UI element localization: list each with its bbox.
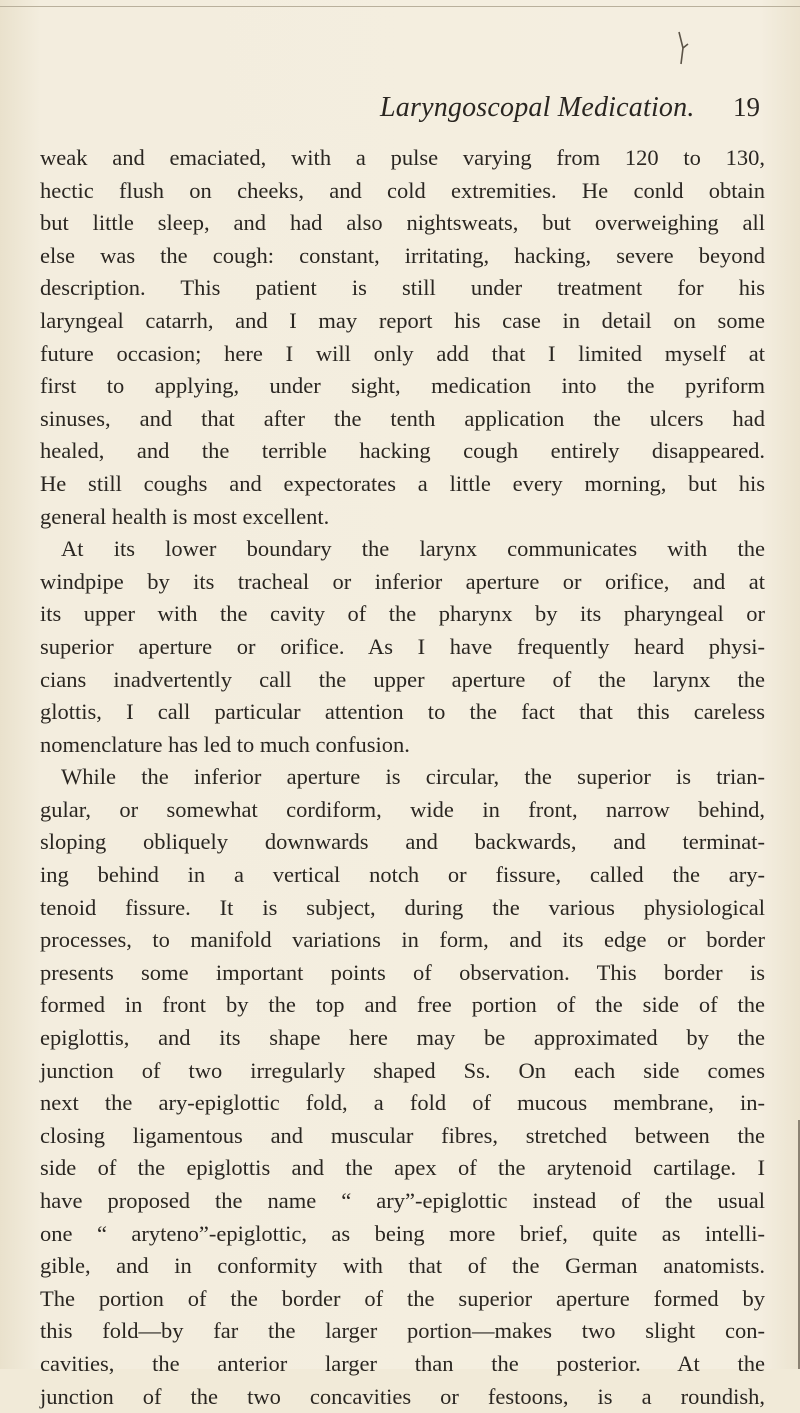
text-line: hectic flush on cheeks, and cold extremities. He conld obtain	[40, 177, 765, 203]
text-line: epiglottis, and its shape here may be approximated by the	[40, 1025, 765, 1051]
text-line: junction of the two concavities or festoons, is a roundish,	[40, 1383, 765, 1409]
text-line: nomenclature has led to much confusion.	[40, 731, 410, 757]
page-number: 19	[733, 92, 760, 122]
text-line: At its lower boundary the larynx communicates with the	[61, 536, 765, 562]
text-line: laryngeal catarrh, and I may report his case in detail on some	[40, 307, 765, 333]
text-line: presents some important points of observation. This border is	[40, 959, 765, 985]
text-line: closing ligamentous and muscular fibres, stretched between the	[40, 1122, 765, 1148]
text-line: cavities, the anterior larger than the posterior. At the	[40, 1350, 765, 1376]
text-line: first to applying, under sight, medication into the pyriform	[40, 373, 765, 399]
text-line: formed in front by the top and free portion of the side of the	[40, 992, 765, 1018]
text-line: description. This patient is still under treatment for his	[40, 275, 765, 301]
text-line: one “ aryteno”-epiglottic, as being more brief, quite as intelli-	[40, 1220, 765, 1246]
text-line: next the ary-epiglottic fold, a fold of mucous membrane, in-	[40, 1090, 765, 1116]
text-line: its upper with the cavity of the pharynx by its pharyngeal or	[40, 601, 765, 627]
text-line: but little sleep, and had also nightsweats, but overweighing all	[40, 210, 765, 236]
running-header	[150, 92, 780, 132]
text-line: side of the epiglottis and the apex of the arytenoid cartilage. I	[40, 1155, 765, 1181]
text-line: superior aperture or orifice. As I have frequently heard physi-	[40, 633, 765, 659]
text-line: general health is most excellent.	[40, 503, 330, 529]
text-line: The portion of the border of the superior aperture formed by	[40, 1285, 765, 1311]
text-line: tenoid fissure. It is subject, during the various physiological	[40, 894, 765, 920]
text-line: sloping obliquely downwards and backwards, and terminat-	[40, 829, 765, 855]
page-top-edge	[0, 6, 800, 7]
text-line: windpipe by its tracheal or inferior aperture or orifice, and at	[40, 568, 765, 594]
text-line: weak and emaciated, with a pulse varying from 120 to 130,	[40, 145, 765, 170]
text-line: While the inferior aperture is circular, the superior is trian-	[61, 764, 765, 790]
text-line: future occasion; here I will only add that I limited myself at	[40, 340, 765, 366]
text-line: else was the cough: constant, irritating, hacking, severe beyond	[40, 242, 765, 268]
text-line: gular, or somewhat cordiform, wide in front, narrow behind,	[40, 796, 765, 822]
text-line: have proposed the name “ ary”-epiglottic instead of the usual	[40, 1188, 765, 1213]
text-line: healed, and the terrible hacking cough entirely disappeared.	[40, 438, 765, 464]
text-line: this fold—by far the larger portion—makes two slight con-	[40, 1318, 765, 1344]
text-line: gible, and in conformity with that of the German anatomists.	[40, 1253, 765, 1279]
body-text	[40, 142, 765, 1413]
running-title: Laryngoscopal Medication.	[380, 92, 695, 123]
text-line: cians inadvertently call the upper aperture of the larynx the	[40, 666, 765, 692]
text-line: He still coughs and expectorates a little every morning, but his	[40, 470, 765, 496]
text-line: processes, to manifold variations in form, and its edge or border	[40, 927, 765, 953]
text-line: junction of two irregularly shaped Ss. On each side comes	[40, 1057, 765, 1083]
text-line: ing behind in a vertical notch or fissure, called the ary-	[40, 862, 765, 888]
text-line: glottis, I call particular attention to the fact that this careless	[40, 699, 765, 725]
text-line: sinuses, and that after the tenth application the ulcers had	[40, 405, 765, 431]
ink-mark-icon	[676, 28, 690, 68]
